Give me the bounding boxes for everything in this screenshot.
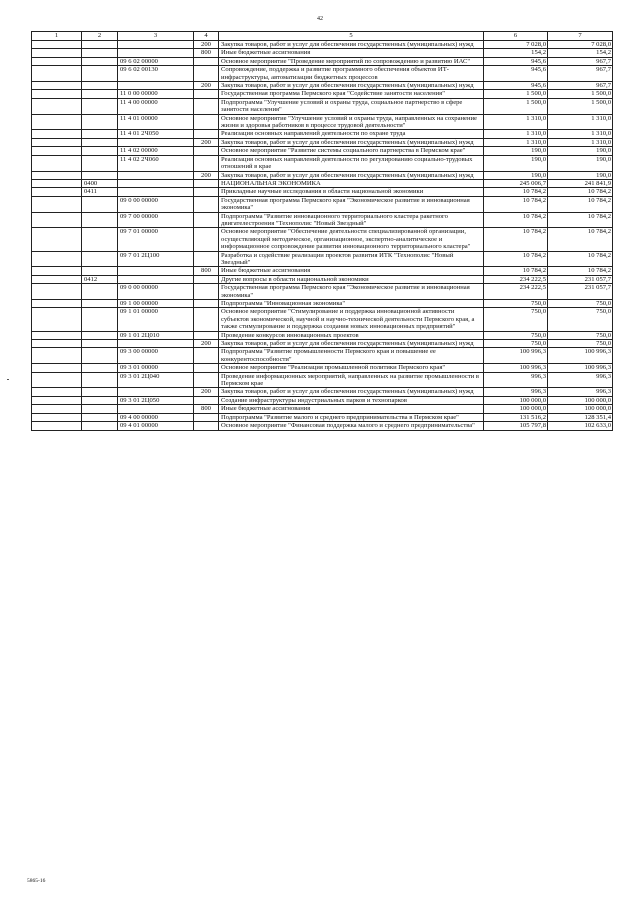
description-cell: Государственная программа Пермского края "Экономическое развитие и инновационная экономика" (219, 284, 484, 300)
col1-cell (32, 179, 82, 187)
amount-year2-cell: 241 841,9 (548, 179, 613, 187)
section-code-cell (82, 212, 118, 228)
amount-year1-cell: 1 500,0 (484, 90, 548, 98)
amount-year2-cell: 7 028,0 (548, 41, 613, 49)
expense-type-cell (194, 155, 219, 171)
target-article-cell (118, 171, 194, 179)
description-cell: Основное мероприятие "Улучшение условий и охраны труда, направленных на сохранение жизни и здоровья работников в процессе трудовой деятельности" (219, 114, 484, 130)
amount-year1-cell: 945,6 (484, 82, 548, 90)
table-row (32, 372, 613, 388)
expense-type-cell: 800 (194, 405, 219, 413)
section-code-cell (82, 308, 118, 331)
amount-year1-cell: 190,0 (484, 147, 548, 155)
description-cell: Проведение конкурсов инновационных проектов (219, 331, 484, 339)
expense-type-cell (194, 372, 219, 388)
section-code-cell (82, 348, 118, 364)
description-cell: Государственная программа Пермского края "Экономическое развитие и инновационная экономика" (219, 196, 484, 212)
amount-year2-cell: 1 500,0 (548, 98, 613, 114)
amount-year1-cell: 245 006,7 (484, 179, 548, 187)
amount-year2-cell: 100 996,3 (548, 364, 613, 372)
col1-cell (32, 300, 82, 308)
description-cell: Иные бюджетные ассигнования (219, 267, 484, 275)
amount-year1-cell: 234 222,5 (484, 275, 548, 283)
expense-type-cell (194, 308, 219, 331)
expense-type-cell (194, 196, 219, 212)
target-article-cell (118, 82, 194, 90)
description-cell: Закупка товаров, работ и услуг для обеспечения государственных (муниципальных) нужд (219, 82, 484, 90)
amount-year2-cell: 100 000,0 (548, 405, 613, 413)
expense-type-cell: 800 (194, 267, 219, 275)
expense-type-cell (194, 396, 219, 404)
amount-year1-cell: 10 784,2 (484, 196, 548, 212)
amount-year2-cell: 750,0 (548, 308, 613, 331)
target-article-cell (118, 388, 194, 396)
table-row (32, 275, 613, 283)
amount-year1-cell: 1 310,0 (484, 130, 548, 138)
col1-cell (32, 114, 82, 130)
amount-year2-cell: 750,0 (548, 331, 613, 339)
amount-year2-cell: 100 000,0 (548, 396, 613, 404)
expense-type-cell (194, 284, 219, 300)
table-row (32, 251, 613, 267)
amount-year2-cell: 10 784,2 (548, 251, 613, 267)
col1-cell (32, 138, 82, 146)
header-cell: 2 (82, 32, 118, 41)
col1-cell (32, 284, 82, 300)
expense-type-cell: 200 (194, 41, 219, 49)
target-article-cell: 09 3 01 00000 (118, 364, 194, 372)
description-cell: Закупка товаров, работ и услуг для обеспечения государственных (муниципальных) нужд (219, 171, 484, 179)
description-cell: Подпрограмма "Развитие инновационного территориального кластера ракетного двигателестроения "Технополис "Новый Звездный" (219, 212, 484, 228)
table-row (32, 196, 613, 212)
table-row (32, 413, 613, 421)
expense-type-cell (194, 364, 219, 372)
amount-year2-cell: 10 784,2 (548, 196, 613, 212)
target-article-cell: 09 6 02 00130 (118, 66, 194, 82)
description-cell: Иные бюджетные ассигнования (219, 405, 484, 413)
description-cell: Реализация основных направлений деятельности по регулированию социально-трудовых отношений в крае (219, 155, 484, 171)
target-article-cell: 09 0 00 00000 (118, 284, 194, 300)
section-code-cell (82, 267, 118, 275)
section-code-cell (82, 372, 118, 388)
amount-year2-cell: 1 310,0 (548, 138, 613, 146)
amount-year1-cell: 1 310,0 (484, 114, 548, 130)
target-article-cell: 11 4 01 00000 (118, 114, 194, 130)
expense-type-cell (194, 212, 219, 228)
expense-type-cell (194, 422, 219, 430)
section-code-cell (82, 114, 118, 130)
description-cell: Основное мероприятие "Обеспечение деятельности специализированной организации, осуществляющей методическое, организационное, экспертно-аналитическое и информационное сопровождение развития инновационного территориального кластера" (219, 228, 484, 251)
amount-year1-cell: 190,0 (484, 155, 548, 171)
section-code-cell (82, 98, 118, 114)
target-article-cell (118, 340, 194, 348)
table-row (32, 364, 613, 372)
amount-year1-cell: 996,3 (484, 372, 548, 388)
description-cell: Прикладные научные исследования в области национальной экономики (219, 188, 484, 196)
description-cell: Разработка и содействие реализации проектов развития ИТК "Технополис "Новый Звездный" (219, 251, 484, 267)
col1-cell (32, 90, 82, 98)
table-row (32, 138, 613, 146)
amount-year1-cell: 234 222,5 (484, 284, 548, 300)
section-code-cell (82, 405, 118, 413)
table-row (32, 57, 613, 65)
table-row (32, 228, 613, 251)
amount-year1-cell: 750,0 (484, 331, 548, 339)
section-code-cell (82, 196, 118, 212)
col1-cell (32, 396, 82, 404)
col1-cell (32, 364, 82, 372)
table-row (32, 41, 613, 49)
table-row (32, 396, 613, 404)
expense-type-cell (194, 275, 219, 283)
target-article-cell: 09 6 02 00000 (118, 57, 194, 65)
description-cell: Подпрограмма "Улучшение условий и охраны труда, социальное партнерство в сфере занятости населения" (219, 98, 484, 114)
amount-year1-cell: 154,2 (484, 49, 548, 57)
amount-year1-cell: 100 996,3 (484, 348, 548, 364)
expense-type-cell: 800 (194, 49, 219, 57)
amount-year1-cell: 750,0 (484, 340, 548, 348)
section-code-cell (82, 284, 118, 300)
section-code-cell (82, 57, 118, 65)
target-article-cell: 09 4 01 00000 (118, 422, 194, 430)
document-code: 5865-16 (27, 878, 46, 884)
col1-cell (32, 212, 82, 228)
expense-type-cell (194, 251, 219, 267)
table-row (32, 284, 613, 300)
amount-year1-cell: 100 000,0 (484, 396, 548, 404)
target-article-cell (118, 267, 194, 275)
col1-cell (32, 130, 82, 138)
amount-year1-cell: 100 996,3 (484, 364, 548, 372)
section-code-cell (82, 66, 118, 82)
amount-year2-cell: 1 500,0 (548, 90, 613, 98)
target-article-cell: 09 7 00 00000 (118, 212, 194, 228)
col1-cell (32, 267, 82, 275)
target-article-cell: 09 3 00 00000 (118, 348, 194, 364)
table-row (32, 171, 613, 179)
amount-year1-cell: 945,6 (484, 57, 548, 65)
description-cell: Основное мероприятие "Проведение мероприятий по сопровождению и развитию ИАС" (219, 57, 484, 65)
col1-cell (32, 66, 82, 82)
target-article-cell (118, 41, 194, 49)
header-cell: 7 (548, 32, 613, 41)
col1-cell (32, 49, 82, 57)
expense-type-cell (194, 331, 219, 339)
page-number: 42 (317, 16, 323, 22)
amount-year1-cell: 10 784,2 (484, 212, 548, 228)
description-cell: Закупка товаров, работ и услуг для обеспечения государственных (муниципальных) нужд (219, 41, 484, 49)
section-code-cell (82, 171, 118, 179)
amount-year1-cell: 7 028,0 (484, 41, 548, 49)
section-code-cell (82, 147, 118, 155)
target-article-cell: 09 3 01 2Ц050 (118, 396, 194, 404)
header-cell: 4 (194, 32, 219, 41)
amount-year1-cell: 100 000,0 (484, 405, 548, 413)
expense-type-cell: 200 (194, 82, 219, 90)
amount-year2-cell: 967,7 (548, 57, 613, 65)
target-article-cell: 11 4 02 2Ч060 (118, 155, 194, 171)
amount-year1-cell: 1 500,0 (484, 98, 548, 114)
target-article-cell: 09 4 00 00000 (118, 413, 194, 421)
expense-type-cell (194, 348, 219, 364)
col1-cell (32, 308, 82, 331)
amount-year2-cell: 10 784,2 (548, 212, 613, 228)
target-article-cell: 09 3 01 2Ц040 (118, 372, 194, 388)
section-code-cell (82, 364, 118, 372)
description-cell: Другие вопросы в области национальной экономики (219, 275, 484, 283)
amount-year2-cell: 1 310,0 (548, 130, 613, 138)
table-row (32, 49, 613, 57)
section-code-cell (82, 388, 118, 396)
target-article-cell: 09 1 00 00000 (118, 300, 194, 308)
description-cell: Сопровождение, поддержка и развитие программного обеспечения объектов ИТ-инфраструктуры, автоматизации бюджетных процессов (219, 66, 484, 82)
col1-cell (32, 155, 82, 171)
target-article-cell: 11 4 02 00000 (118, 147, 194, 155)
table-row (32, 90, 613, 98)
table-row (32, 405, 613, 413)
amount-year2-cell: 10 784,2 (548, 228, 613, 251)
expense-type-cell (194, 188, 219, 196)
section-code-cell (82, 396, 118, 404)
target-article-cell (118, 275, 194, 283)
section-code-cell (82, 49, 118, 57)
amount-year2-cell: 10 784,2 (548, 188, 613, 196)
description-cell: Реализация основных направлений деятельности по охране труда (219, 130, 484, 138)
table-row (32, 66, 613, 82)
budget-table (31, 31, 613, 431)
description-cell: Основное мероприятие "Стимулирование и поддержка инновационной активности субъектов экономической, научной и научно-технической деятельности Пермского края, а также стимулирование и поддержка создания новых инновационных предприятий" (219, 308, 484, 331)
section-code-cell (82, 422, 118, 430)
table-row (32, 340, 613, 348)
target-article-cell: 11 4 00 00000 (118, 98, 194, 114)
target-article-cell (118, 138, 194, 146)
table-row (32, 331, 613, 339)
expense-type-cell (194, 98, 219, 114)
amount-year2-cell: 750,0 (548, 340, 613, 348)
col1-cell (32, 388, 82, 396)
section-code-cell (82, 155, 118, 171)
amount-year2-cell: 190,0 (548, 147, 613, 155)
amount-year2-cell: 996,3 (548, 388, 613, 396)
amount-year2-cell: 190,0 (548, 171, 613, 179)
table-row (32, 114, 613, 130)
description-cell: Закупка товаров, работ и услуг для обеспечения государственных (муниципальных) нужд (219, 388, 484, 396)
expense-type-cell (194, 130, 219, 138)
table-row (32, 212, 613, 228)
amount-year1-cell: 131 516,2 (484, 413, 548, 421)
amount-year1-cell: 10 784,2 (484, 267, 548, 275)
target-article-cell (118, 49, 194, 57)
expense-type-cell (194, 66, 219, 82)
header-cell: 1 (32, 32, 82, 41)
amount-year1-cell: 10 784,2 (484, 228, 548, 251)
table-row (32, 82, 613, 90)
col1-cell (32, 228, 82, 251)
expense-type-cell: 200 (194, 171, 219, 179)
target-article-cell (118, 405, 194, 413)
description-cell: Подпрограмма "Развитие промышленности Пермского края и повышение ее конкурентоспособности" (219, 348, 484, 364)
expense-type-cell (194, 413, 219, 421)
description-cell: Проведение информационных мероприятий, направленных на развитие промышленности в Пермском крае (219, 372, 484, 388)
col1-cell (32, 372, 82, 388)
description-cell: Основное мероприятие "Финансовая поддержка малого и среднего предпринимательства" (219, 422, 484, 430)
table-row (32, 179, 613, 187)
table-row (32, 300, 613, 308)
table-header-row (32, 32, 613, 41)
table-row (32, 130, 613, 138)
expense-type-cell (194, 57, 219, 65)
margin-mark (7, 379, 9, 380)
section-code-cell (82, 138, 118, 146)
section-code-cell (82, 90, 118, 98)
col1-cell (32, 171, 82, 179)
target-article-cell: 09 1 01 2Ц010 (118, 331, 194, 339)
target-article-cell (118, 179, 194, 187)
section-code-cell (82, 413, 118, 421)
section-code-cell (82, 340, 118, 348)
target-article-cell: 09 0 00 00000 (118, 196, 194, 212)
section-code-cell (82, 331, 118, 339)
budget-table-body (32, 32, 613, 431)
target-article-cell: 09 7 01 00000 (118, 228, 194, 251)
amount-year2-cell: 967,7 (548, 66, 613, 82)
section-code-cell: 0400 (82, 179, 118, 187)
expense-type-cell: 200 (194, 388, 219, 396)
col1-cell (32, 98, 82, 114)
col1-cell (32, 348, 82, 364)
expense-type-cell (194, 228, 219, 251)
section-code-cell (82, 228, 118, 251)
description-cell: Иные бюджетные ассигнования (219, 49, 484, 57)
table-row (32, 388, 613, 396)
expense-type-cell: 200 (194, 340, 219, 348)
expense-type-cell (194, 90, 219, 98)
amount-year1-cell: 1 310,0 (484, 138, 548, 146)
amount-year2-cell: 128 351,4 (548, 413, 613, 421)
expense-type-cell (194, 300, 219, 308)
amount-year1-cell: 10 784,2 (484, 251, 548, 267)
col1-cell (32, 57, 82, 65)
description-cell: Подпрограмма "Развитие малого и среднего предпринимательства в Пермском крае" (219, 413, 484, 421)
amount-year2-cell: 100 996,3 (548, 348, 613, 364)
expense-type-cell (194, 147, 219, 155)
description-cell: Создание инфраструктуры индустриальных парков и технопарков (219, 396, 484, 404)
section-code-cell (82, 300, 118, 308)
col1-cell (32, 331, 82, 339)
section-code-cell (82, 41, 118, 49)
table-row (32, 348, 613, 364)
col1-cell (32, 41, 82, 49)
description-cell: Закупка товаров, работ и услуг для обеспечения государственных (муниципальных) нужд (219, 138, 484, 146)
amount-year2-cell: 154,2 (548, 49, 613, 57)
amount-year2-cell: 996,3 (548, 372, 613, 388)
amount-year1-cell: 750,0 (484, 308, 548, 331)
amount-year1-cell: 105 797,8 (484, 422, 548, 430)
amount-year2-cell: 10 784,2 (548, 267, 613, 275)
target-article-cell: 11 4 01 2Ч050 (118, 130, 194, 138)
table-row (32, 188, 613, 196)
section-code-cell (82, 251, 118, 267)
table-row (32, 155, 613, 171)
target-article-cell: 09 1 01 00000 (118, 308, 194, 331)
header-cell: 5 (219, 32, 484, 41)
section-code-cell: 0412 (82, 275, 118, 283)
amount-year1-cell: 945,6 (484, 66, 548, 82)
col1-cell (32, 196, 82, 212)
amount-year2-cell: 750,0 (548, 300, 613, 308)
description-cell: НАЦИОНАЛЬНАЯ ЭКОНОМИКА (219, 179, 484, 187)
col1-cell (32, 188, 82, 196)
section-code-cell: 0411 (82, 188, 118, 196)
table-row (32, 308, 613, 331)
description-cell: Основное мероприятие "Развитие системы социального партнерства в Пермском крае" (219, 147, 484, 155)
amount-year1-cell: 10 784,2 (484, 188, 548, 196)
table-row (32, 98, 613, 114)
section-code-cell (82, 82, 118, 90)
amount-year1-cell: 996,3 (484, 388, 548, 396)
table-row (32, 422, 613, 430)
col1-cell (32, 251, 82, 267)
col1-cell (32, 405, 82, 413)
amount-year1-cell: 750,0 (484, 300, 548, 308)
amount-year2-cell: 102 633,0 (548, 422, 613, 430)
col1-cell (32, 340, 82, 348)
target-article-cell (118, 188, 194, 196)
col1-cell (32, 275, 82, 283)
col1-cell (32, 413, 82, 421)
col1-cell (32, 147, 82, 155)
table-row (32, 267, 613, 275)
amount-year2-cell: 190,0 (548, 155, 613, 171)
col1-cell (32, 82, 82, 90)
col1-cell (32, 422, 82, 430)
header-cell: 3 (118, 32, 194, 41)
amount-year2-cell: 1 310,0 (548, 114, 613, 130)
description-cell: Подпрограмма "Инновационная экономика" (219, 300, 484, 308)
target-article-cell: 11 0 00 00000 (118, 90, 194, 98)
description-cell: Закупка товаров, работ и услуг для обеспечения государственных (муниципальных) нужд (219, 340, 484, 348)
expense-type-cell (194, 179, 219, 187)
description-cell: Государственная программа Пермского края "Содействие занятости населения" (219, 90, 484, 98)
amount-year1-cell: 190,0 (484, 171, 548, 179)
expense-type-cell: 200 (194, 138, 219, 146)
amount-year2-cell: 967,7 (548, 82, 613, 90)
section-code-cell (82, 130, 118, 138)
description-cell: Основное мероприятие "Реализация промышленной политики Пермского края" (219, 364, 484, 372)
expense-type-cell (194, 114, 219, 130)
amount-year2-cell: 231 057,7 (548, 284, 613, 300)
table-row (32, 147, 613, 155)
header-cell: 6 (484, 32, 548, 41)
target-article-cell: 09 7 01 2Ц100 (118, 251, 194, 267)
amount-year2-cell: 231 057,7 (548, 275, 613, 283)
